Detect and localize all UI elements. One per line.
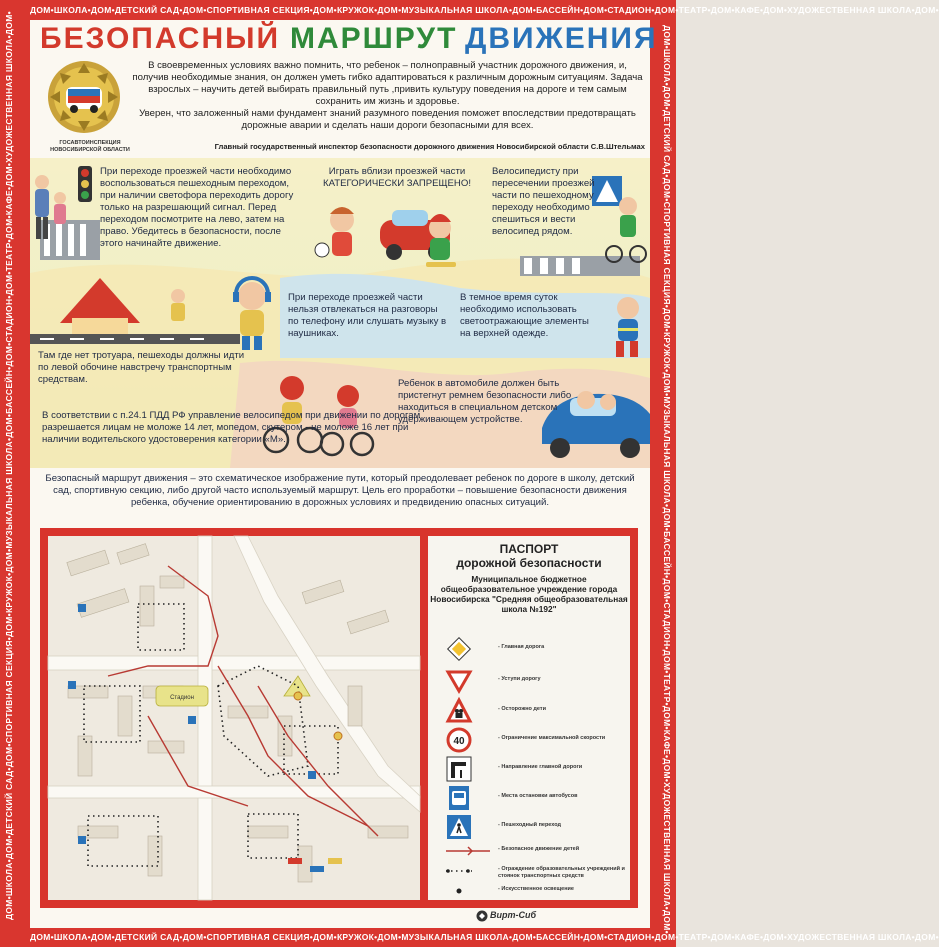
title-word-1: БЕЗОПАСНЫЙ [40, 22, 281, 55]
passport-title-line-1: ПАСПОРТ [499, 542, 559, 556]
stadium-label: Стадион [170, 695, 194, 701]
publisher-name: Вирт-Сиб [490, 910, 537, 920]
inspector-signature: Главный государственный инспектор безопасности дорожного движения Новосибирской области С.В.Штельмах [214, 142, 645, 151]
tip-crossing: При переходе проезжей части необходимо воспользоваться пешеходным переходом, при наличии светофора переходить дорогу только на разрешающий сигнал. Перед переходом посмотрите на лево, затем на право. Убедитесь в безопасности, после этого начинайте движение. [100, 166, 294, 249]
tip-no-play-line-2: КАТЕГОРИЧЕСКИ ЗАПРЕЩЕНО! [322, 178, 471, 189]
tip-bicycle-law: В соответствии с п.24.1 ПДД РФ управление велосипедом при движении по дорогам разрешается лицам не моложе 14 лет, мопедом, скутером - не моложе 16 лет при наличии водительского удостоверения категории «М». [42, 410, 421, 445]
passport-title-line-2: дорожной безопасности [456, 556, 602, 570]
legend-label: - Главная дорога [498, 644, 545, 650]
legend-row-main-road [446, 636, 630, 662]
legend-label: - Осторожно дети [498, 706, 546, 712]
border-text-top: ДОМ•ШКОЛА•ДОМ•ДЕТСКИЙ САД•ДОМ•СПОРТИВНАЯ СЕКЦИЯ•ДОМ•КРУЖОК•ДОМ•МУЗЫКАЛЬНАЯ ШКОЛА•ДОМ•БАССЕЙН•ДОМ•СТАДИОН•ДОМ•ТЕАТР•ДОМ•КАФЕ•ДОМ•ХУДОЖЕСТВЕННАЯ ШКОЛА•ДОМ• [30, 5, 939, 15]
speed-limit-sign-icon [446, 727, 472, 753]
intro-text [130, 60, 645, 132]
legend-label: - Искусственное освещение [498, 886, 574, 892]
legend-row-crosswalk [446, 814, 630, 840]
legend-label: - Уступи дорогу [498, 676, 541, 682]
title-word-3: ДВИЖЕНИЯ [465, 22, 658, 55]
passport-title [428, 542, 630, 570]
title-word-2: МАРШРУТ [290, 22, 458, 55]
legend-label: - Безопасное движение детей [498, 846, 580, 852]
tip-dark-time: В темное время суток необходимо использовать светоотражающие элементы на верхней одежде. [460, 292, 589, 339]
publisher-logo-icon [476, 910, 488, 922]
legend-row-main-direction [446, 756, 630, 782]
tip-no-play [312, 166, 482, 190]
tip-no-sidewalk: Там где нет тротуара, пешеходы должны идти по левой обочине навстречу транспортным средствам. [38, 350, 245, 385]
legend-label: - Ограничение максимальной скорости [498, 735, 606, 741]
legend-row-children [446, 698, 630, 724]
yield-sign-icon [446, 668, 472, 694]
legend-row-lighting [446, 878, 630, 904]
border-text-right: ДОМ•ШКОЛА•ДОМ•ДЕТСКИЙ САД•ДОМ•СПОРТИВНАЯ СЕКЦИЯ•ДОМ•КРУЖОК•ДОМ•МУЗЫКАЛЬНАЯ ШКОЛА•ДОМ•БАССЕЙН•ДОМ•СТАДИОН•ДОМ•ТЕАТР•ДОМ•КАФЕ•ДОМ•ХУДОЖЕСТВЕННАЯ ШКОЛА•ДОМ• [662, 25, 672, 934]
school-name: Муниципальное бюджетное общеобразовательное учреждение города Новосибирска "Средняя общеобразовательная школа №192" [430, 574, 628, 614]
legend-label: - Места остановки автобусов [498, 793, 578, 799]
bus-stop-sign-icon [446, 785, 472, 811]
main-road-direction-sign-icon [446, 756, 472, 782]
legend-label: - Пешеходный переход [498, 822, 561, 828]
border-text-bottom: ДОМ•ШКОЛА•ДОМ•ДЕТСКИЙ САД•ДОМ•СПОРТИВНАЯ СЕКЦИЯ•ДОМ•КРУЖОК•ДОМ•МУЗЫКАЛЬНАЯ ШКОЛА•ДОМ•БАССЕЙН•ДОМ•СТАДИОН•ДОМ•ТЕАТР•ДОМ•КАФЕ•ДОМ•ХУДОЖЕСТВЕННАЯ ШКОЛА•ДОМ• [30, 932, 939, 942]
intro-paragraph-2: Уверен, что заложенный нами фундамент знаний разумного поведения поможет впоследствии предотвращать дорожные аварии и сделать наши дороги безопасными для всех. [139, 108, 636, 131]
poster-title [40, 22, 658, 56]
route-map [48, 536, 420, 900]
speed-limit-value: 40 [453, 736, 465, 747]
legend-row-yield [446, 668, 630, 694]
children-warning-sign-icon [446, 698, 472, 724]
logo-caption: ГОСАВТОИНСПЕКЦИЯ НОВОСИБИРСКОЙ ОБЛАСТИ [50, 140, 130, 153]
pedestrian-crossing-sign-icon [446, 814, 472, 840]
legend-row-speed-limit [446, 727, 630, 753]
main-road-sign-icon [446, 636, 472, 662]
traffic-police-emblem-icon [44, 57, 124, 137]
lighting-dot-icon [446, 878, 472, 904]
tip-car-seat: Ребенок в автомобиле должен быть пристегнут ремнем безопасности либо находиться в специальном детском удерживающем устройстве. [398, 378, 572, 425]
tip-no-play-line-1: Играть вблизи проезжей части [328, 166, 466, 177]
border-text-left: ДОМ•ШКОЛА•ДОМ•ДЕТСКИЙ САД•ДОМ•СПОРТИВНАЯ СЕКЦИЯ•ДОМ•КРУЖОК•ДОМ•МУЗЫКАЛЬНАЯ ШКОЛА•ДОМ•БАССЕЙН•ДОМ•СТАДИОН•ДОМ•ТЕАТР•ДОМ•КАФЕ•ДОМ•ХУДОЖЕСТВЕННАЯ ШКОЛА•ДОМ• [4, 11, 14, 920]
intro-paragraph-1: В своевременных условиях важно помнить, что ребенок – полноправный участник дорожного движения, и, получив необходимые знания, он должен уметь гибко адаптироваться к различным дорожным ситуациям. Задача взрослых – научить детей выбирать правильный путь ,привить культуру поведения на дороге и тем самым сохранить им жизнь и здоровье. [132, 60, 643, 107]
legend-label: - Ограждение образовательных учреждений и стоянок транспортных средств [498, 866, 625, 879]
legend-row-bus-stop [446, 785, 630, 811]
legend-label: - Направление главной дороги [498, 764, 583, 770]
tip-cyclists: Велосипедисту при пересечении проезжей части по пешеходному переходу необходимо спешиться и вести велосипед рядом. [492, 166, 595, 237]
tip-no-phone: При переходе проезжей части нельзя отвлекаться на разговоры по телефону или слушать музыку в наушниках. [288, 292, 447, 339]
route-definition-text: Безопасный маршрут движения – это схематическое изображение пути, который преодолевает ребенок по дороге в школу, детский сад, спортивную секцию, либо другой часто используемый маршрут. Цель его проработки – повышение безопасности движения ребенка, обучение ориентированию в дорожных условиях и предвидению опасных ситуаций. [45, 473, 635, 508]
